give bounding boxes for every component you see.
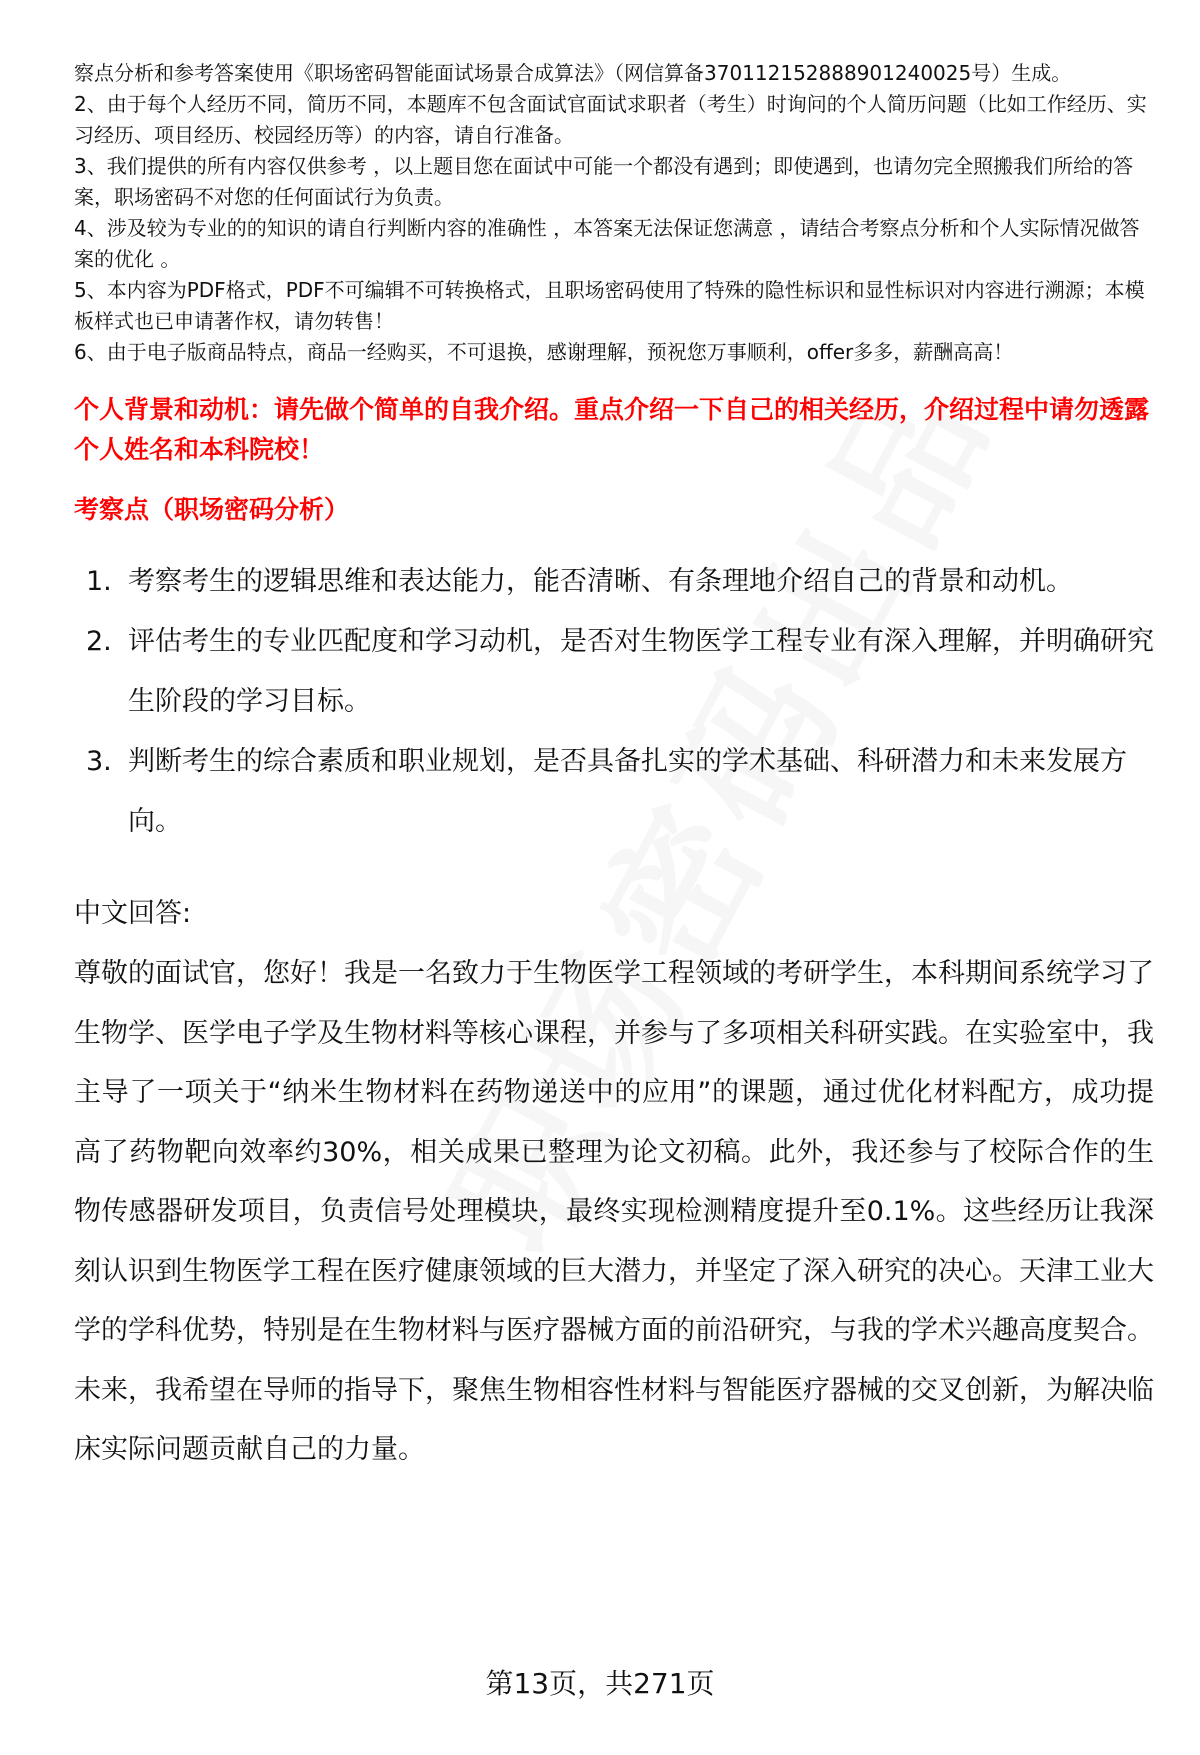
note-item: 5、本内容为PDF格式，PDF不可编辑不可转换格式，且职场密码使用了特殊的隐性标识和显性标识对内容进行溯源；本模板样式也已申请著作权，请勿转售！ [74,278,1145,333]
answer-body: 尊敬的面试官，您好！我是一名致力于生物医学工程领域的考研学生，本科期间系统学习了生物学、医学电子学及生物材料等核心课程，并参与了多项相关科研实践。在实验室中，我主导了一项关于“纳米生物材料在药物递送中的应用”的课题，通过优化材料配方，成功提高了药物靶向效率约30%，相关成果已整理为论文初稿。此外，我还参与了校际合作的生物传感器研发项目，负责信号处理模块，最终实现检测精度提升至0.1%。这些经历让我深刻认识到生物医学工程在医疗健康领域的巨大潜力，并坚定了深入研究的决心。天津工业大学的学科优势，特别是在生物材料与医疗器械方面的前沿研究，与我的学术兴趣高度契合。未来，我希望在导师的指导下，聚焦生物相容性材料与智能医疗器械的交叉创新，为解决临床实际问题贡献自己的力量。 [74,958,1154,1465]
analysis-point [74,552,1154,612]
point-text: 考察考生的逻辑思维和表达能力，能否清晰、有条理地介绍自己的背景和动机。 [128,566,1073,597]
point-text: 判断考生的综合素质和职业规划，是否具备扎实的学术基础、科研潜力和未来发展方向。 [128,746,1127,837]
answer-label: 中文回答: [74,898,192,929]
note-item: 6、由于电子版商品特点，商品一经购买，不可退换，感谢理解，预祝您万事顺利，offer多多，薪酬高高！ [74,340,1014,364]
point-text: 评估考生的专业匹配度和学习动机，是否对生物医学工程专业有深入理解，并明确研究生阶段的学习目标。 [128,626,1154,717]
point-number: 3. [86,746,112,777]
analysis-title: 考察点（职场密码分析） [74,495,350,524]
analysis-point [74,732,1154,852]
analysis-list [74,552,1154,852]
note-item: 2、由于每个人经历不同，简历不同，本题库不包含面试官面试求职者（考生）时询问的个人简历问题（比如工作经历、实习经历、项目经历、校园经历等）的内容，请自行准备。 [74,92,1147,147]
note-item: 察点分析和参考答案使用《职场密码智能面试场景合成算法》（网信算备370112152888901240025号）生成。 [74,61,1072,85]
page-content [74,58,1154,1480]
note-item: 3、我们提供的所有内容仅供参考 ，以上题目您在面试中可能一个都没有遇到；即使遇到，也请勿完全照搬我们所给的答案，职场密码不对您的任何面试行为负责。 [74,154,1134,209]
point-number: 2. [86,626,112,657]
question-heading: 个人背景和动机：请先做个简单的自我介绍。重点介绍一下自己的相关经历，介绍过程中请勿透露个人姓名和本科院校！ [74,395,1150,464]
point-number: 1. [86,566,112,597]
notes-block [74,58,1154,368]
analysis-point [74,612,1154,732]
page-number: 第13页，共271页 [485,1667,715,1700]
note-item: 4、涉及较为专业的的知识的请自行判断内容的准确性 ，本答案无法保证您满意 ，请结合考察点分析和个人实际情况做答案的优化 。 [74,216,1140,271]
